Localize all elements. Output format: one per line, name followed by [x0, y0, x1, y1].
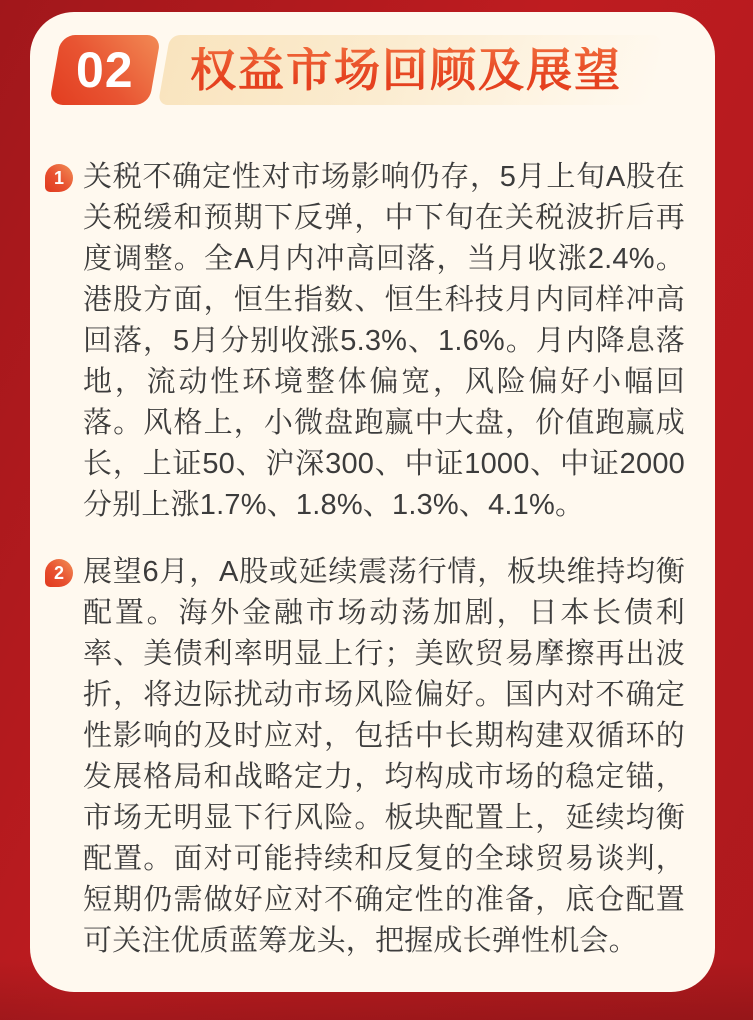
section-number: 02	[76, 42, 134, 98]
section-title-strip	[158, 35, 662, 105]
section-number-badge	[49, 35, 161, 105]
section-header	[55, 35, 677, 105]
bullet-number-1: 1	[53, 168, 64, 188]
bullet-number-2: 2	[53, 563, 64, 583]
paragraph-2-text: 展望6月，A股或延续震荡行情，板块维持均衡配置。海外金融市场动荡加剧，日本长债利率、美债利率明显上行；美欧贸易摩擦再出波折，将边际扰动市场风险偏好。国内对不确定性影响的及时应对，包括中长期构建双循环的发展格局和战略定力，均构成市场的稳定锚，市场无明显下行风险。板块配置上，延续均衡配置。面对可能持续和反复的全球贸易谈判，短期仍需做好应对不确定性的准备，底仓配置可关注优质蓝筹龙头，把握成长弹性机会。	[83, 556, 685, 957]
section-title: 权益市场回顾及展望	[190, 44, 622, 96]
bullet-number-1-badge	[45, 164, 73, 192]
paragraph-1	[45, 157, 685, 526]
paragraph-2	[45, 552, 685, 962]
bullet-number-2-badge	[45, 559, 73, 587]
content-card	[30, 12, 715, 992]
paragraph-1-text: 关税不确定性对市场影响仍存，5月上旬A股在关税缓和预期下反弹，中下旬在关税波折后再度调整。全A月内冲高回落，当月收涨2.4%。港股方面，恒生指数、恒生科技月内同样冲高回落，5月分别收涨5.3%、1.6%。月内降息落地，流动性环境整体偏宽，风险偏好小幅回落。风格上，小微盘跑赢中大盘，价值跑赢成长，上证50、沪深300、中证1000、中证2000分别上涨1.7%、1.8%、1.3%、4.1%。	[83, 161, 685, 521]
